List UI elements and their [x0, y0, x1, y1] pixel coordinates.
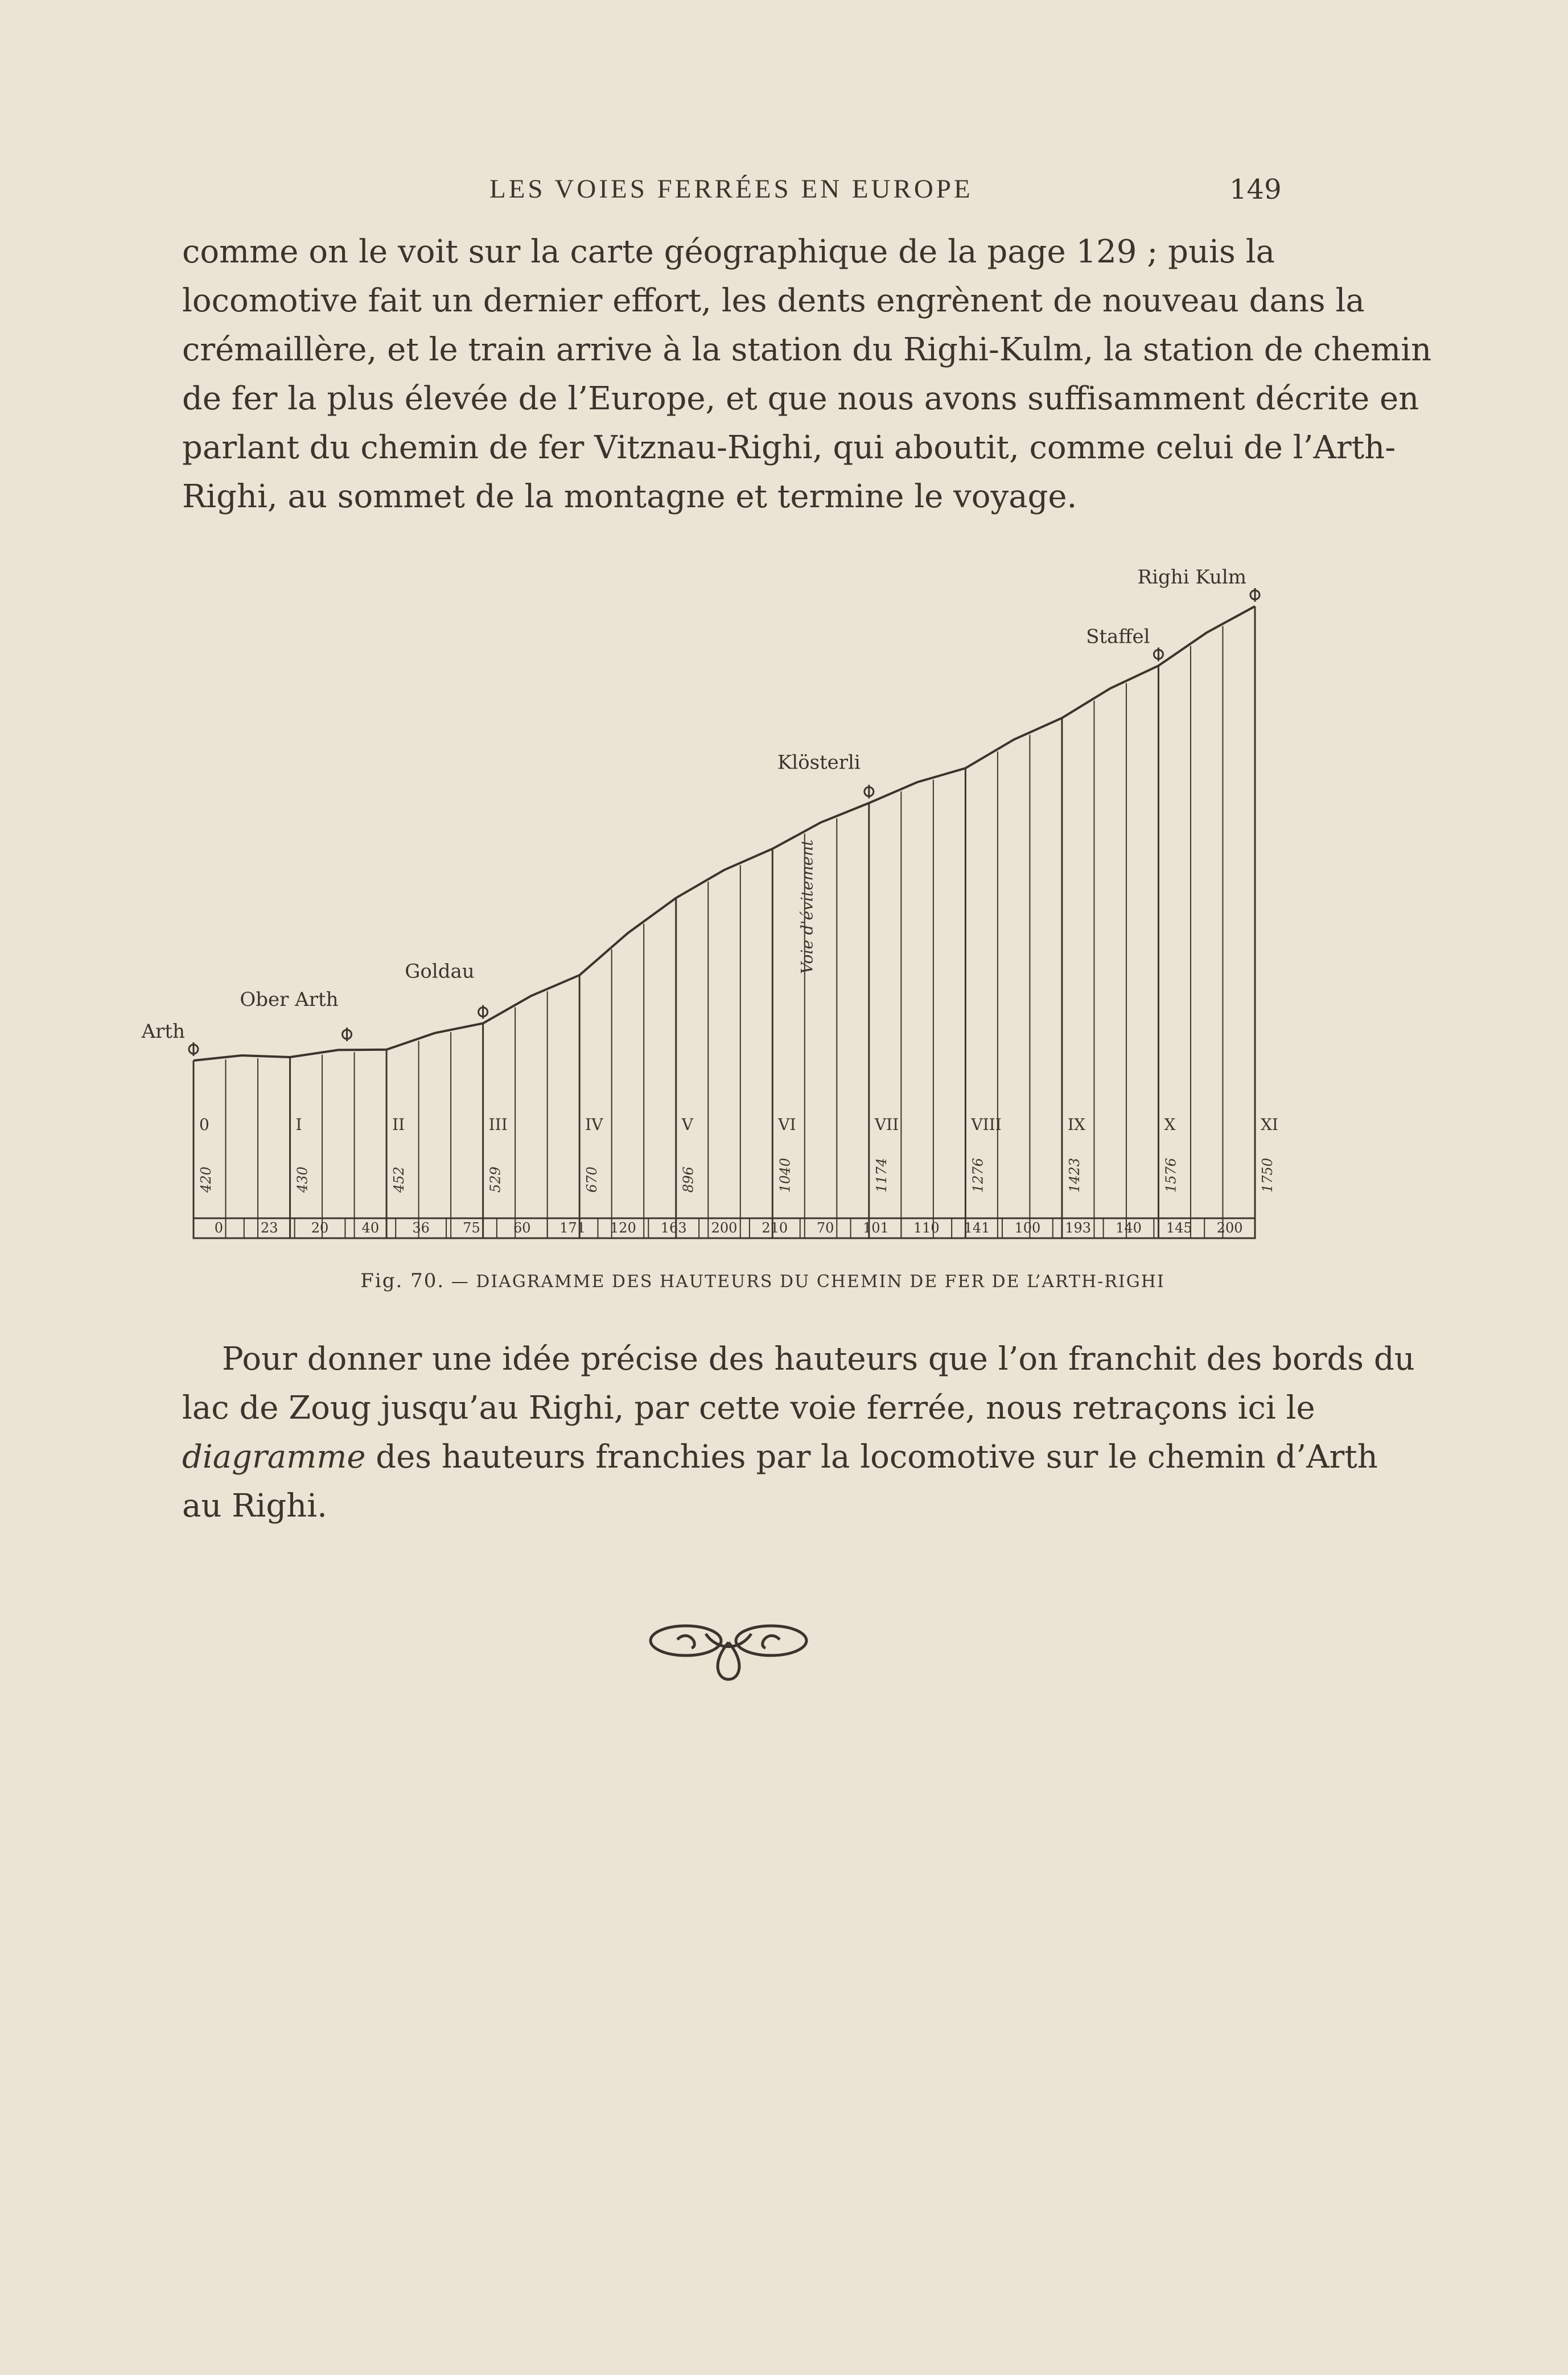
station-label: Klösterli	[777, 751, 861, 774]
altitude-label: 1576	[1163, 1157, 1179, 1193]
altitude-label: 430	[294, 1166, 311, 1193]
segment-length: 110	[913, 1220, 940, 1236]
profile-tick-label: XI	[1261, 1115, 1278, 1134]
paragraph-1	[182, 228, 1432, 521]
text-line: Righi, au sommet de la montagne et termine le voyage.	[182, 478, 1077, 515]
altitude-label: 1040	[777, 1157, 793, 1193]
segment-length: 171	[559, 1220, 586, 1236]
text-line: de fer la plus élevée de l’Europe, et que nous avons suffisamment décrite en	[182, 380, 1419, 417]
text-line: lac de Zoug jusqu’au Righi, par cette voie ferrée, nous retraçons ici le	[182, 1390, 1315, 1427]
running-header: LES VOIES FERRÉES EN EUROPE	[489, 174, 973, 204]
segment-length: 163	[660, 1220, 687, 1236]
profile-tick-label: I	[295, 1115, 302, 1134]
text-line: parlant du chemin de fer Vitznau-Righi, qui aboutit, comme celui de l’Arth-	[182, 429, 1396, 466]
segment-length: 200	[711, 1220, 738, 1236]
figure-caption-text: — DIAGRAMME DES HAUTEURS DU CHEMIN DE FER DE L’ARTH-RIGHI	[451, 1272, 1165, 1292]
page-number: 149	[1229, 174, 1282, 206]
figure-label: Fig. 70.	[360, 1269, 445, 1292]
ornament-flourish-icon	[643, 1617, 814, 1685]
profile-tick-label: V	[681, 1115, 693, 1134]
figure-caption	[353, 1269, 1172, 1292]
profile-line	[194, 606, 1255, 1061]
text-line: Pour donner une idée précise des hauteurs que l’on franchit des bords du	[222, 1341, 1415, 1378]
profile-tick-label: 0	[199, 1115, 209, 1134]
segment-length: 145	[1166, 1220, 1192, 1236]
segment-length: 20	[311, 1220, 329, 1236]
segment-length: 193	[1065, 1220, 1092, 1236]
segment-length: 200	[1216, 1220, 1243, 1236]
text-line: au Righi.	[182, 1488, 327, 1525]
profile-tick-label: III	[488, 1115, 508, 1134]
station-label: Ober Arth	[240, 988, 339, 1011]
station-label: Goldau	[405, 960, 475, 983]
segment-length: 23	[260, 1220, 278, 1236]
text-line: diagramme des hauteurs franchies par la locomotive sur le chemin d’Arth	[182, 1439, 1378, 1476]
station-label: Staffel	[1086, 625, 1150, 648]
segment-length: 75	[463, 1220, 480, 1236]
profile-tick-label: VI	[778, 1115, 796, 1134]
segment-length: 101	[863, 1220, 889, 1236]
segment-length: 60	[513, 1220, 531, 1236]
paragraph-2	[182, 1335, 1415, 1531]
profile-tick-label: X	[1164, 1115, 1176, 1134]
segment-length: 140	[1116, 1220, 1142, 1236]
segment-length: 36	[412, 1220, 430, 1236]
italic-word: diagramme	[182, 1439, 366, 1476]
altitude-label: 420	[198, 1166, 214, 1193]
segment-length: 100	[1014, 1220, 1041, 1236]
segment-length: 210	[762, 1220, 788, 1236]
profile-tick-label: IX	[1067, 1115, 1085, 1134]
segment-length: 0	[214, 1220, 224, 1236]
station-label: Arth	[141, 1020, 185, 1043]
station-label: Righi Kulm	[1137, 566, 1246, 589]
profile-tick-label: IV	[585, 1115, 603, 1134]
altitude-label: 670	[584, 1166, 600, 1193]
altitude-label: 1423	[1066, 1157, 1083, 1193]
altitude-diagram	[141, 555, 1281, 1247]
altitude-label: 1750	[1260, 1157, 1275, 1193]
altitude-label: 1276	[970, 1157, 986, 1193]
text-line: locomotive fait un dernier effort, les dents engrènent de nouveau dans la	[182, 282, 1365, 319]
altitude-label: 452	[391, 1166, 408, 1193]
segment-length: 70	[816, 1220, 834, 1236]
altitude-label: 1174	[873, 1157, 890, 1193]
profile-tick-label: II	[392, 1115, 405, 1134]
segment-length: 141	[964, 1220, 990, 1236]
siding-annotation: Voie d'évitement	[797, 839, 817, 974]
text-line: comme on le voit sur la carte géographique de la page 129 ; puis la	[182, 233, 1275, 270]
altitude-label: 529	[487, 1166, 504, 1193]
altitude-label: 896	[680, 1166, 697, 1193]
profile-tick-label: VII	[874, 1115, 899, 1134]
segment-length: 120	[610, 1220, 636, 1236]
text-line: crémaillère, et le train arrive à la station du Righi-Kulm, la station de chemin	[182, 331, 1432, 368]
segment-length: 40	[361, 1220, 380, 1236]
profile-tick-label: VIII	[971, 1115, 1002, 1134]
